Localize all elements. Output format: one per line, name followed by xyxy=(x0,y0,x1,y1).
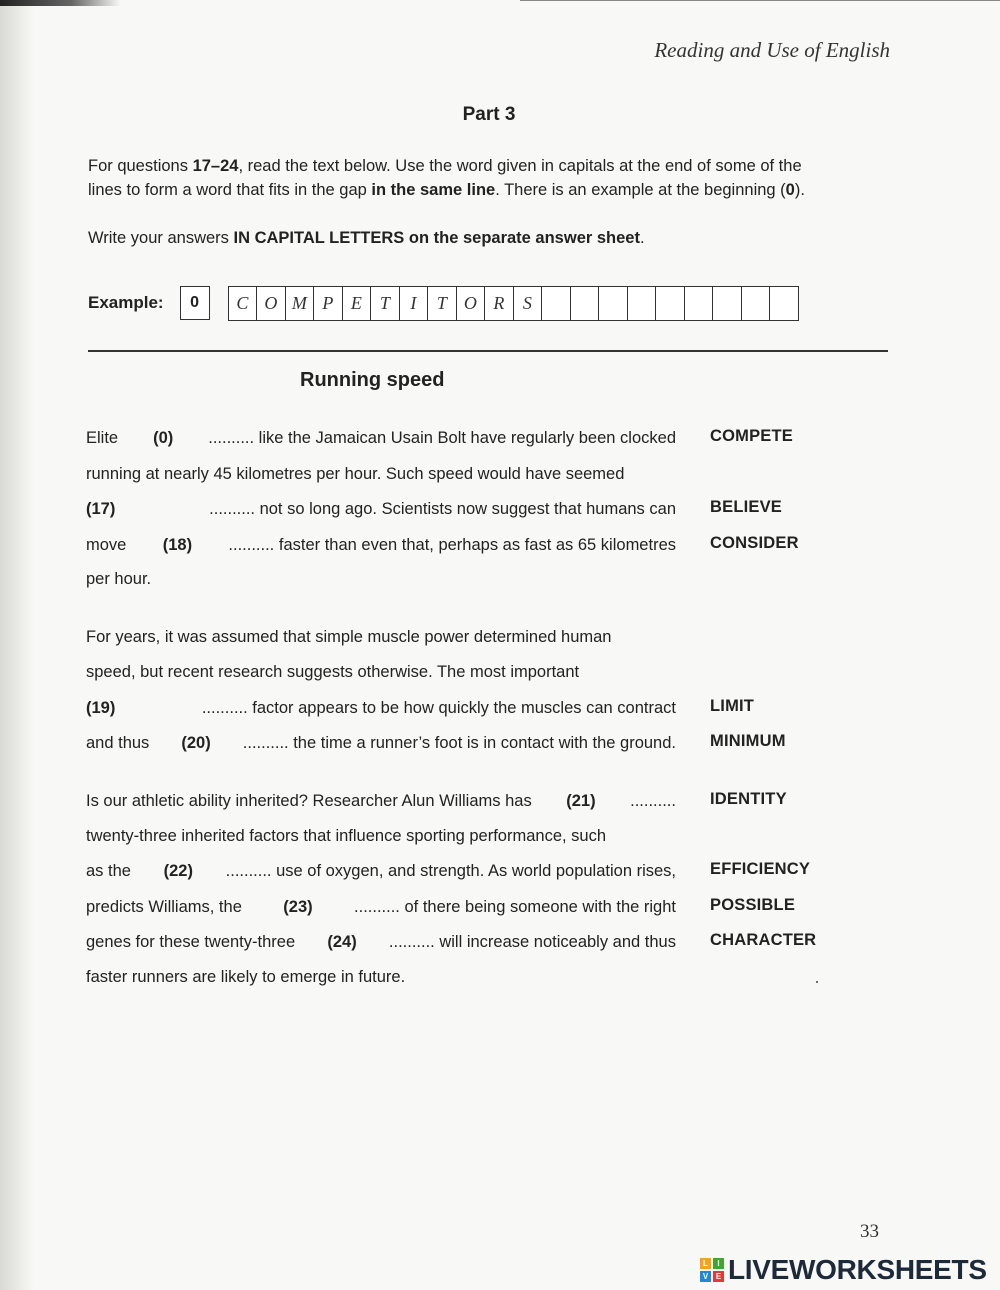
part-title: Part 3 xyxy=(462,104,516,125)
keyword: MINIMUM xyxy=(710,732,786,750)
gap-number: (19) xyxy=(86,699,116,717)
story-text-segment: .......... factor appears to be how quickly the muscles can contract xyxy=(197,699,676,717)
gap-number: (23) xyxy=(283,898,313,916)
logo-cell: E xyxy=(713,1271,724,1282)
example-letter-box: M xyxy=(286,287,315,320)
keyword: CHARACTER xyxy=(710,931,817,949)
keyword: LIMIT xyxy=(710,697,755,715)
keyword: COMPETE xyxy=(710,427,793,445)
story-text-segment: predicts Williams, the xyxy=(86,898,247,916)
story-line xyxy=(86,498,676,520)
page-spine-shadow xyxy=(0,0,34,1290)
instr-zero: 0 xyxy=(785,181,795,199)
story-line xyxy=(86,427,676,449)
example-letter-box xyxy=(599,287,628,320)
story-text-segment: running at nearly 45 kilometres per hour. Such speed would have seemed xyxy=(86,465,625,483)
example-letter-box: E xyxy=(343,287,372,320)
instr-bold: IN CAPITAL LETTERS on the separate answer sheet xyxy=(233,229,640,247)
story-text-segment: speed, but recent research suggests otherwise. The most important xyxy=(86,663,580,681)
gap-number: (17) xyxy=(86,500,116,518)
section-title: Reading and Use of English xyxy=(654,38,890,62)
example-letter-box: S xyxy=(514,287,543,320)
spine-top-mark xyxy=(0,0,120,6)
logo-cell: V xyxy=(700,1271,711,1282)
story-line xyxy=(86,661,676,683)
story-text-segment: and thus xyxy=(86,734,154,752)
instr-range: 17–24 xyxy=(192,157,239,175)
instr-text: . xyxy=(639,229,645,247)
story-text-segment: Elite xyxy=(86,429,123,447)
story-line xyxy=(86,534,676,556)
story-line xyxy=(86,732,676,754)
example-letter-box: P xyxy=(314,287,343,320)
example-label: Example: xyxy=(88,293,164,312)
story-text-segment: .......... xyxy=(625,792,676,810)
gap-number: (20) xyxy=(181,734,211,752)
example-letter-box xyxy=(542,287,571,320)
story-line xyxy=(86,697,676,719)
story-text-segment: genes for these twenty-three xyxy=(86,933,300,951)
example-letter-box: R xyxy=(485,287,514,320)
instr-text: . There is an example at the beginning ( xyxy=(495,181,786,199)
keyword: CONSIDER xyxy=(710,534,799,552)
example-letter-box: T xyxy=(371,287,400,320)
story-line xyxy=(86,626,676,648)
stray-mark xyxy=(816,981,818,983)
logo-grid-icon xyxy=(700,1258,724,1282)
example-letter-box: O xyxy=(457,287,486,320)
gap-number: (24) xyxy=(327,933,357,951)
page-number: 33 xyxy=(860,1221,879,1242)
example-letter-box: C xyxy=(229,287,258,320)
story-text-segment: .......... the time a runner’s foot is in contact with the ground. xyxy=(238,734,676,752)
instr-text: , read the text below. Use the word given in capitals at the end of some of the xyxy=(238,157,802,175)
story-line xyxy=(86,825,676,847)
example-letter-box xyxy=(656,287,685,320)
example-letter-box xyxy=(571,287,600,320)
gap-number: (18) xyxy=(162,536,193,554)
story-text-segment: twenty-three inherited factors that influence sporting performance, such xyxy=(86,827,607,845)
story-line xyxy=(86,966,676,988)
example-letter-box xyxy=(713,287,742,320)
story-line xyxy=(86,790,676,812)
story-text-segment: as the xyxy=(86,862,136,880)
story-line xyxy=(86,568,676,590)
example-letter-box xyxy=(742,287,771,320)
story-text-segment: per hour. xyxy=(86,570,152,588)
story-line xyxy=(86,896,676,918)
instr-text: lines to form a word that fits in the gap xyxy=(88,181,372,199)
story-text-segment: .......... like the Jamaican Usain Bolt have regularly been clocked xyxy=(203,429,676,447)
story-line xyxy=(86,860,676,882)
keyword: IDENTITY xyxy=(710,790,787,808)
instr-text: ). xyxy=(794,181,805,199)
story-title: Running speed xyxy=(300,369,445,391)
instr-text: For questions xyxy=(88,157,193,175)
top-rule xyxy=(520,0,1000,1)
story-text-segment: .......... of there being someone with the right xyxy=(349,898,676,916)
story-text-segment: .......... will increase noticeably and thus xyxy=(384,933,676,951)
gap-number: (0) xyxy=(153,429,174,447)
story-text-segment: faster runners are likely to emerge in future. xyxy=(86,968,406,986)
keyword: BELIEVE xyxy=(710,498,783,516)
story-line xyxy=(86,931,676,953)
keyword: POSSIBLE xyxy=(710,896,796,914)
example-letter-box: I xyxy=(400,287,429,320)
example-number-box: 0 xyxy=(180,286,210,320)
story-text-segment: .......... use of oxygen, and strength. As world population rises, xyxy=(221,862,676,880)
logo-text: LIVEWORKSHEETS xyxy=(728,1254,987,1285)
example-letter-box: T xyxy=(428,287,457,320)
gap-number: (21) xyxy=(566,792,596,810)
instructions-paragraph-1 xyxy=(88,154,888,202)
story-text-segment: move xyxy=(86,536,131,554)
example-row xyxy=(88,285,799,321)
example-letter-box xyxy=(628,287,657,320)
example-letter-box xyxy=(685,287,714,320)
story-text-segment: For years, it was assumed that simple muscle power determined human xyxy=(86,628,612,646)
instr-bold: in the same line xyxy=(371,181,496,199)
logo-cell: L xyxy=(700,1258,711,1269)
story-text-segment: Is our athletic ability inherited? Researcher Alun Williams has xyxy=(86,792,537,810)
divider xyxy=(88,350,888,352)
story-text-segment: .......... not so long ago. Scientists now suggest that humans can xyxy=(204,500,676,518)
story-line xyxy=(86,463,676,485)
liveworksheets-logo xyxy=(700,1254,987,1286)
instructions-paragraph-2 xyxy=(88,226,888,250)
example-letter-box: O xyxy=(257,287,286,320)
keyword: EFFICIENCY xyxy=(710,860,811,878)
story-text-segment: .......... faster than even that, perhaps as fast as 65 kilometres xyxy=(223,536,676,554)
logo-cell: I xyxy=(713,1258,724,1269)
example-letter-box xyxy=(770,287,799,320)
example-answer-boxes xyxy=(228,286,799,321)
instr-text: Write your answers xyxy=(88,229,234,247)
gap-number: (22) xyxy=(163,862,193,880)
